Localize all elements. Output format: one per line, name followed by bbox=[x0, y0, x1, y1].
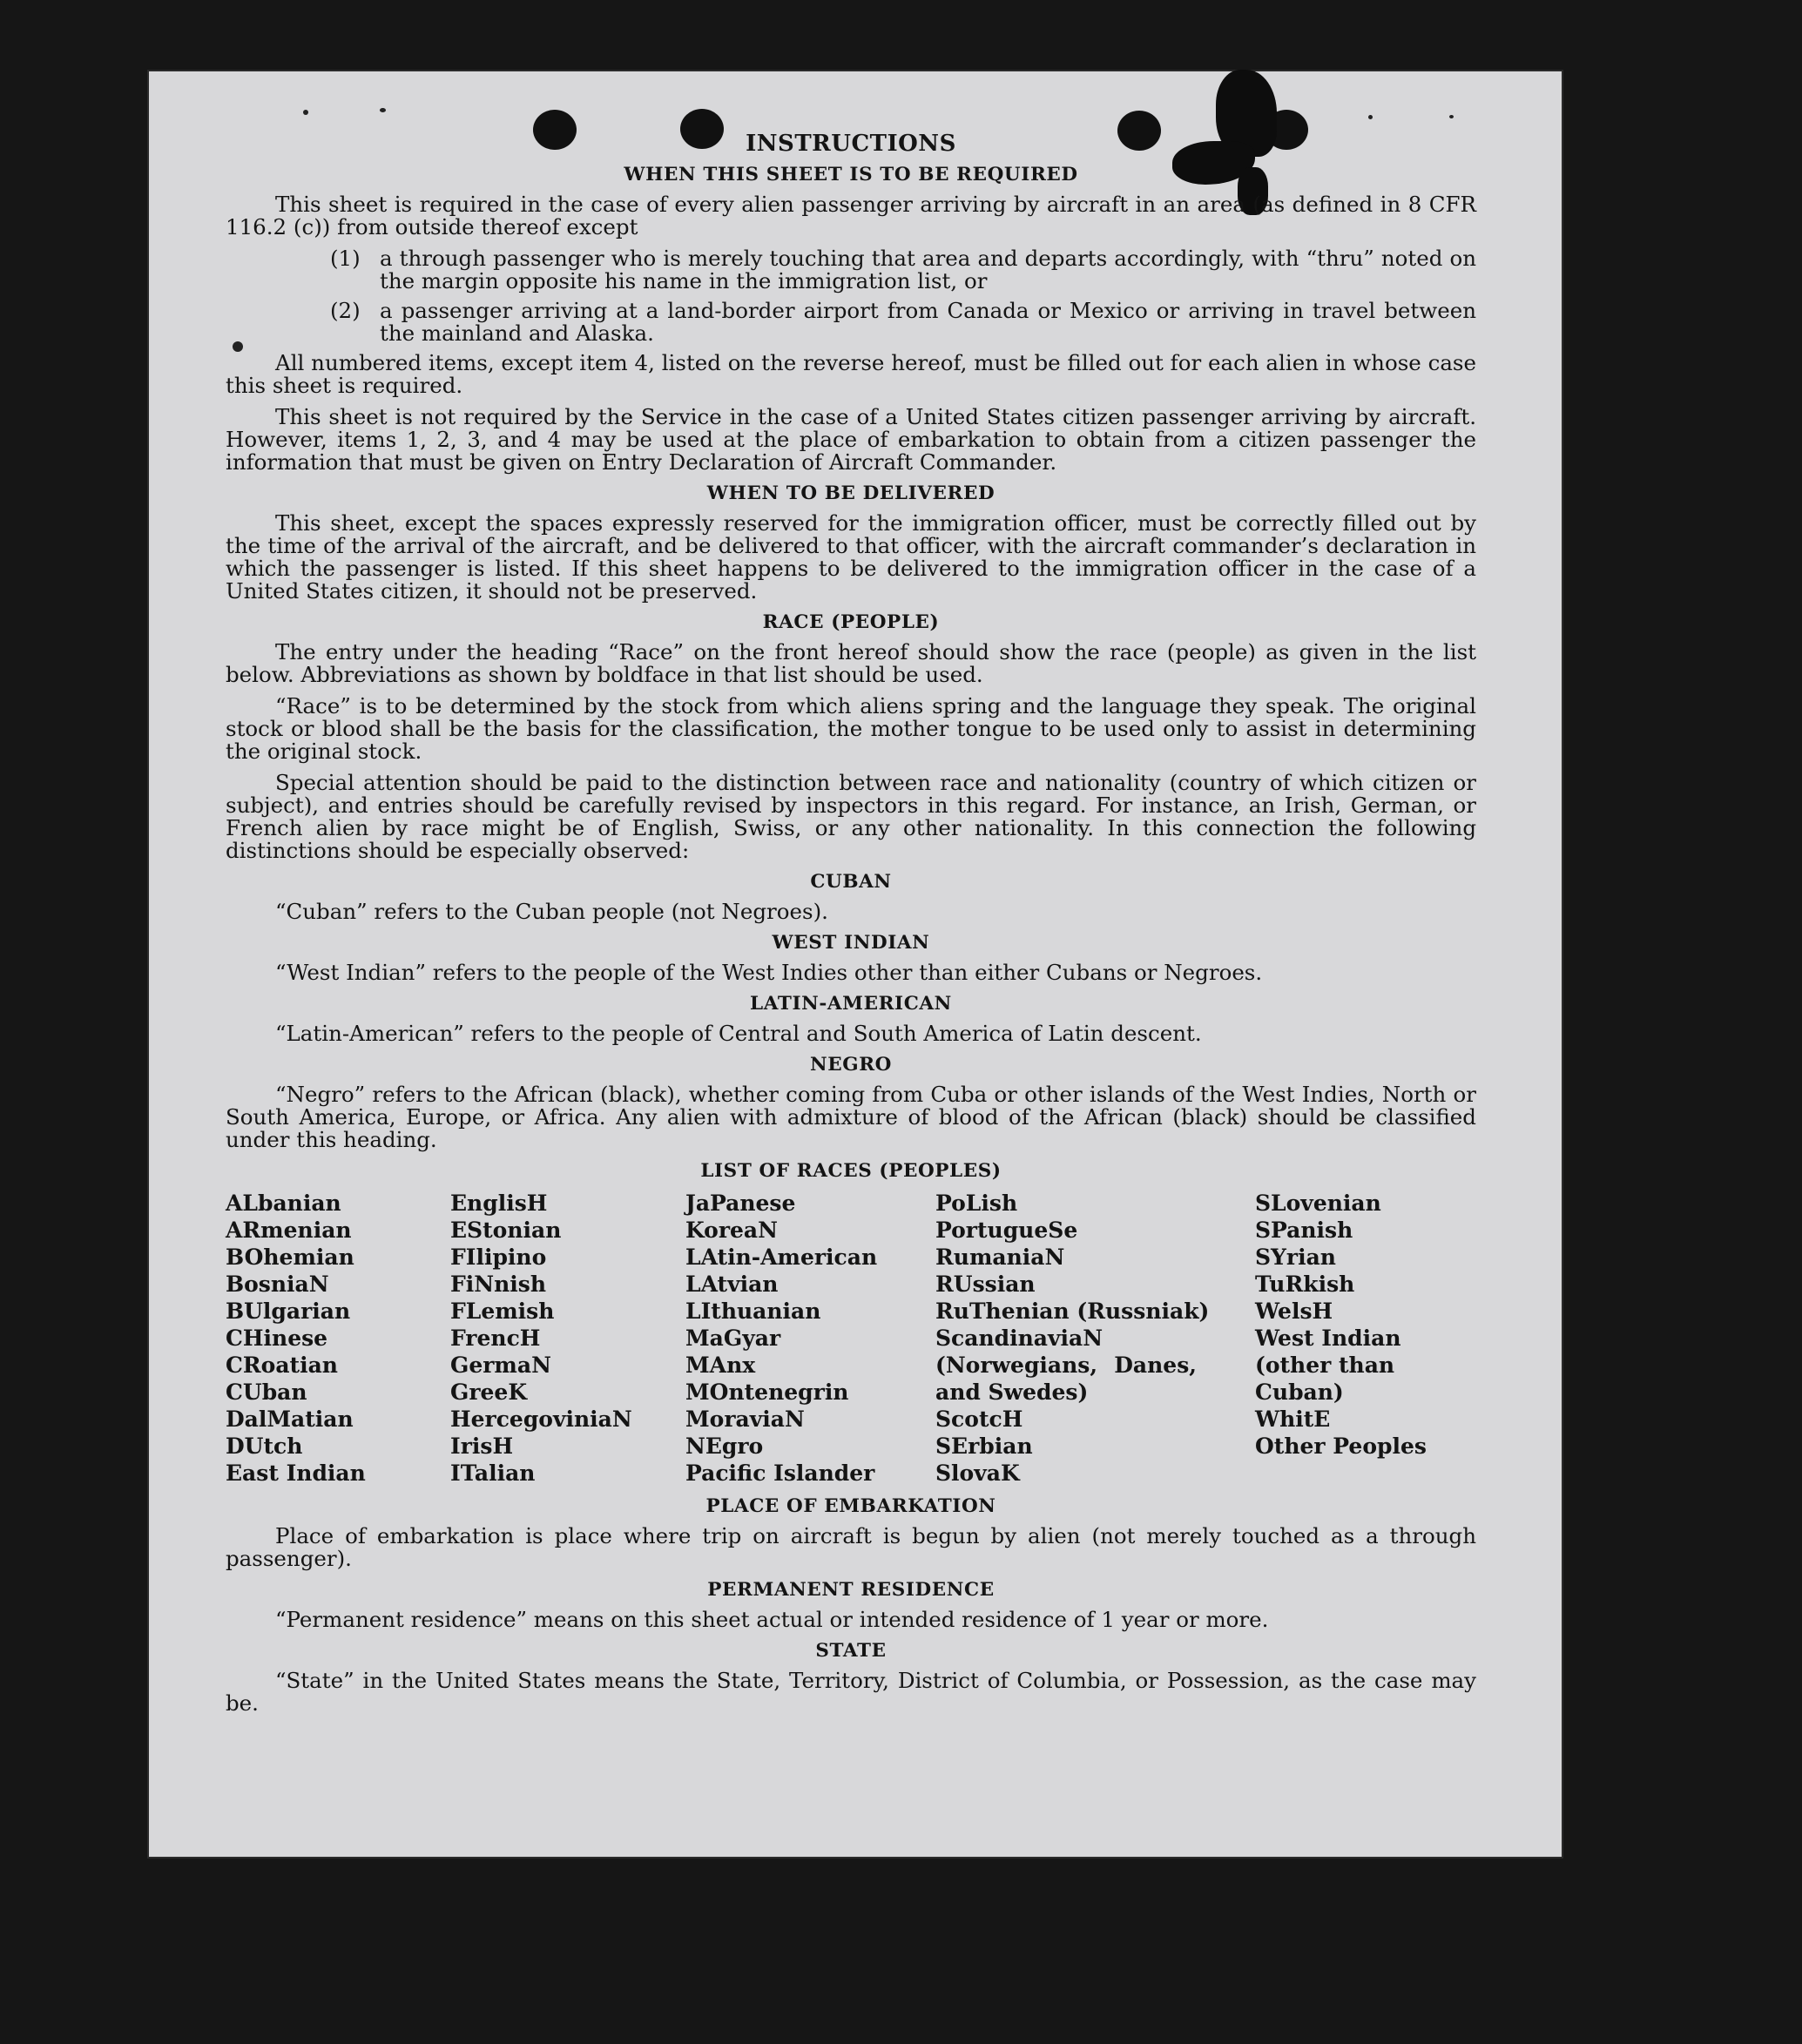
race-entry: CHinese bbox=[226, 1326, 328, 1351]
paragraph: “Permanent residence” means on this sheet actual or intended residence of 1 year or more. bbox=[275, 1607, 1269, 1632]
race-entry: DalMatian bbox=[226, 1407, 354, 1432]
section-heading-list-of-races: LIST OF RACES (PEOPLES) bbox=[700, 1160, 1002, 1182]
race-entry: Pacific Islander bbox=[685, 1460, 875, 1486]
race-entry: NEgro bbox=[685, 1433, 764, 1459]
race-entry: FrencH bbox=[450, 1326, 541, 1351]
paragraph: “Cuban” refers to the Cuban people (not Negroes). bbox=[275, 899, 828, 924]
race-entry: TuRkish bbox=[1255, 1272, 1355, 1297]
race-entry: KoreaN bbox=[685, 1218, 778, 1243]
race-entry: FiNnish bbox=[450, 1272, 547, 1297]
race-entry: ALbanian bbox=[226, 1191, 341, 1216]
race-entry: RUssian bbox=[935, 1272, 1036, 1297]
race-entry: MOntenegrin bbox=[685, 1380, 849, 1405]
paragraph: The entry under the heading “Race” on the front hereof should show the race (people) as given in the list below. Abbreviations as shown by boldface in that list should be used. bbox=[226, 639, 1476, 687]
section-heading-latin-american: LATIN-AMERICAN bbox=[750, 993, 952, 1015]
paragraph: “West Indian” refers to the people of the West Indies other than either Cubans or Negroes. bbox=[275, 960, 1263, 985]
race-entry: PoLish bbox=[935, 1191, 1018, 1216]
race-entry: FIlipino bbox=[450, 1245, 547, 1270]
race-entry: ARmenian bbox=[226, 1218, 352, 1243]
race-entry: SYrian bbox=[1255, 1245, 1336, 1270]
race-entry: BosniaN bbox=[226, 1272, 329, 1297]
race-entry: EnglisH bbox=[450, 1191, 548, 1216]
races-column-5 bbox=[1255, 1190, 1473, 1487]
race-entry: BOhemian bbox=[226, 1245, 354, 1270]
section-heading-race: RACE (PEOPLE) bbox=[762, 611, 940, 633]
races-column-2 bbox=[450, 1190, 685, 1487]
instructions-body bbox=[226, 132, 1476, 1724]
document-sheet bbox=[149, 71, 1562, 1857]
paragraph: This sheet is required in the case of every alien passenger arriving by aircraft in an area (as defined in 8 CFR 116.2 (c)) from outside thereof except bbox=[226, 192, 1476, 239]
paragraph: “Race” is to be determined by the stock from which aliens spring and the language they speak. The original stock or blood shall be the basis for the classification, the mother tongue to be used only to assist in determining the original stock. bbox=[226, 693, 1476, 764]
race-entry: MoraviaN bbox=[685, 1407, 805, 1432]
race-entry: GreeK bbox=[450, 1380, 528, 1405]
race-entry: SPanish bbox=[1255, 1218, 1353, 1243]
race-entry: CUban bbox=[226, 1380, 307, 1405]
race-entry: SlovaK bbox=[935, 1460, 1020, 1486]
race-entry: MAnx bbox=[685, 1353, 756, 1378]
race-entry: JaPanese bbox=[685, 1191, 796, 1216]
race-entry: FLemish bbox=[450, 1299, 555, 1324]
section-heading-required: WHEN THIS SHEET IS TO BE REQUIRED bbox=[624, 164, 1078, 186]
section-heading-embarkation: PLACE OF EMBARKATION bbox=[705, 1495, 996, 1517]
races-column-3 bbox=[685, 1190, 935, 1487]
race-entry: CRoatian bbox=[226, 1353, 338, 1378]
race-entry: WhitE bbox=[1255, 1407, 1331, 1432]
paragraph: “State” in the United States means the State, Territory, District of Columbia, or Possession, as the case may be. bbox=[226, 1668, 1476, 1716]
race-entry: SErbian bbox=[935, 1433, 1033, 1459]
speck bbox=[380, 108, 386, 112]
race-entry: HercegoviniaN bbox=[450, 1407, 632, 1432]
race-entry: LAtvian bbox=[685, 1272, 779, 1297]
race-entry: WelsH bbox=[1255, 1299, 1333, 1324]
section-heading-cuban: CUBAN bbox=[810, 871, 892, 893]
races-column-1 bbox=[226, 1190, 450, 1487]
races-column-4 bbox=[935, 1190, 1255, 1487]
race-entry: East Indian bbox=[226, 1460, 366, 1486]
race-entry: RuThenian (Russniak) bbox=[935, 1299, 1210, 1324]
paragraph: “Latin-American” refers to the people of Central and South America of Latin descent. bbox=[275, 1021, 1202, 1046]
race-entry: LAtin-American bbox=[685, 1245, 878, 1270]
race-entry: West Indian (other than Cuban) bbox=[1255, 1326, 1401, 1405]
race-entry: RumaniaN bbox=[935, 1245, 1065, 1270]
paragraph: Place of embarkation is place where trip on aircraft is begun by alien (not merely touched as a through passenger). bbox=[226, 1523, 1476, 1571]
list-item: (2) a passenger arriving at a land-border airport from Canada or Mexico or arriving in travel between the mainland and Alaska. bbox=[330, 298, 1476, 346]
section-heading-state: STATE bbox=[815, 1640, 887, 1662]
race-entry: PortugueSe bbox=[935, 1218, 1078, 1243]
race-entry: LIthuanian bbox=[685, 1299, 821, 1324]
paragraph: This sheet is not required by the Service in the case of a United States citizen passenger arriving by aircraft. However, items 1, 2, 3, and 4 may be used at the place of embarkation to obtain from a citizen passenger the information that must be given on Entry Declaration of Aircraft Commander. bbox=[226, 404, 1476, 475]
races-list bbox=[226, 1190, 1476, 1487]
section-heading-west-indian: WEST INDIAN bbox=[772, 932, 930, 954]
page-title: INSTRUCTIONS bbox=[746, 131, 956, 157]
race-entry: ScotcH bbox=[935, 1407, 1023, 1432]
race-entry: GermaN bbox=[450, 1353, 551, 1378]
list-item: (1) a through passenger who is merely touching that area and departs accordingly, with “thru” noted on the margin opposite his name in the immigration list, or bbox=[330, 246, 1476, 293]
paragraph: “Negro” refers to the African (black), whether coming from Cuba or other islands of the West Indies, North or South America, Europe, or Africa. Any alien with admixture of blood of the African (black) should be classified under this heading. bbox=[226, 1082, 1476, 1152]
paragraph: Special attention should be paid to the distinction between race and nationality (country of which citizen or subject), and entries should be carefully revised by inspectors in this regard. For instance, an Irish, German, or French alien by race might be of English, Swiss, or any other nationality. In this connection the following distinctions should be especially observed: bbox=[226, 770, 1476, 863]
section-heading-residence: PERMANENT RESIDENCE bbox=[707, 1579, 995, 1601]
race-entry: ITalian bbox=[450, 1460, 536, 1486]
speck bbox=[1368, 115, 1373, 119]
race-entry: IrisH bbox=[450, 1433, 514, 1459]
race-entry: Other Peoples bbox=[1255, 1433, 1427, 1459]
section-heading-delivered: WHEN TO BE DELIVERED bbox=[706, 482, 995, 504]
race-entry: DUtch bbox=[226, 1433, 303, 1459]
speck bbox=[303, 110, 308, 115]
speck bbox=[1449, 115, 1454, 118]
race-entry: BUlgarian bbox=[226, 1299, 351, 1324]
race-entry: EStonian bbox=[450, 1218, 562, 1243]
paragraph: This sheet, except the spaces expressly reserved for the immigration officer, must be correctly filled out by the time of the arrival of the aircraft, and be delivered to that officer, with the aircraft commander’s declaration in which the passenger is listed. If this sheet happens to be delivered to the immigration officer in the case of a United States citizen, it should not be preserved. bbox=[226, 510, 1476, 604]
section-heading-negro: NEGRO bbox=[810, 1054, 892, 1076]
paragraph: All numbered items, except item 4, listed on the reverse hereof, must be filled out for each alien in whose case this sheet is required. bbox=[226, 350, 1476, 398]
race-entry: MaGyar bbox=[685, 1326, 781, 1351]
race-entry: SLovenian bbox=[1255, 1191, 1381, 1216]
race-entry: ScandinaviaN (Norwegians, Danes, and Swedes) bbox=[935, 1326, 1197, 1405]
